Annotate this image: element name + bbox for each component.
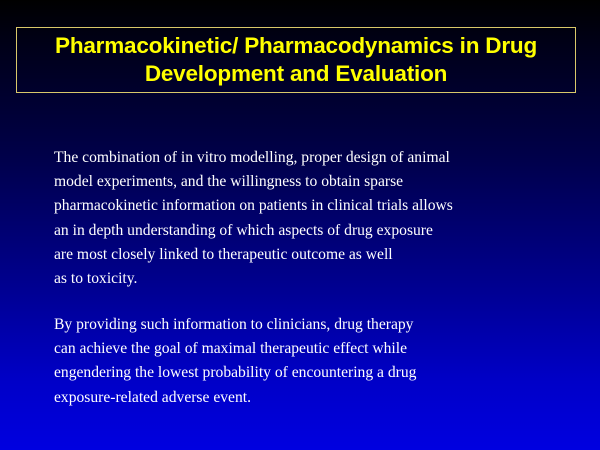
paragraph-2-line: can achieve the goal of maximal therapeutic effect while xyxy=(54,340,407,358)
title-line-1: Pharmacokinetic/ Pharmacodynamics in Drug xyxy=(55,33,537,58)
paragraph-1-line: an in depth understanding of which aspects of drug exposure xyxy=(54,221,433,239)
paragraph-1-line: pharmacokinetic information on patients in clinical trials allows xyxy=(54,197,453,215)
paragraph-2-line: By providing such information to clinicians, drug therapy xyxy=(54,316,414,333)
paragraph-1-line: The combination of in vitro modelling, proper design of animal xyxy=(54,149,450,166)
paragraph-1 xyxy=(54,146,584,291)
title-line-2: Development and Evaluation xyxy=(144,61,448,86)
paragraph-2-line: engendering the lowest probability of encountering a drug xyxy=(54,364,417,382)
title-box xyxy=(16,27,576,93)
paragraph-2-line: exposure-related adverse event. xyxy=(54,388,251,406)
paragraph-1-line: are most closely linked to therapeutic outcome as well xyxy=(54,245,393,263)
paragraph-1-line: as to toxicity. xyxy=(54,270,138,288)
paragraph-2 xyxy=(54,313,584,410)
paragraph-1-line: model experiments, and the willingness to obtain sparse xyxy=(54,173,404,191)
